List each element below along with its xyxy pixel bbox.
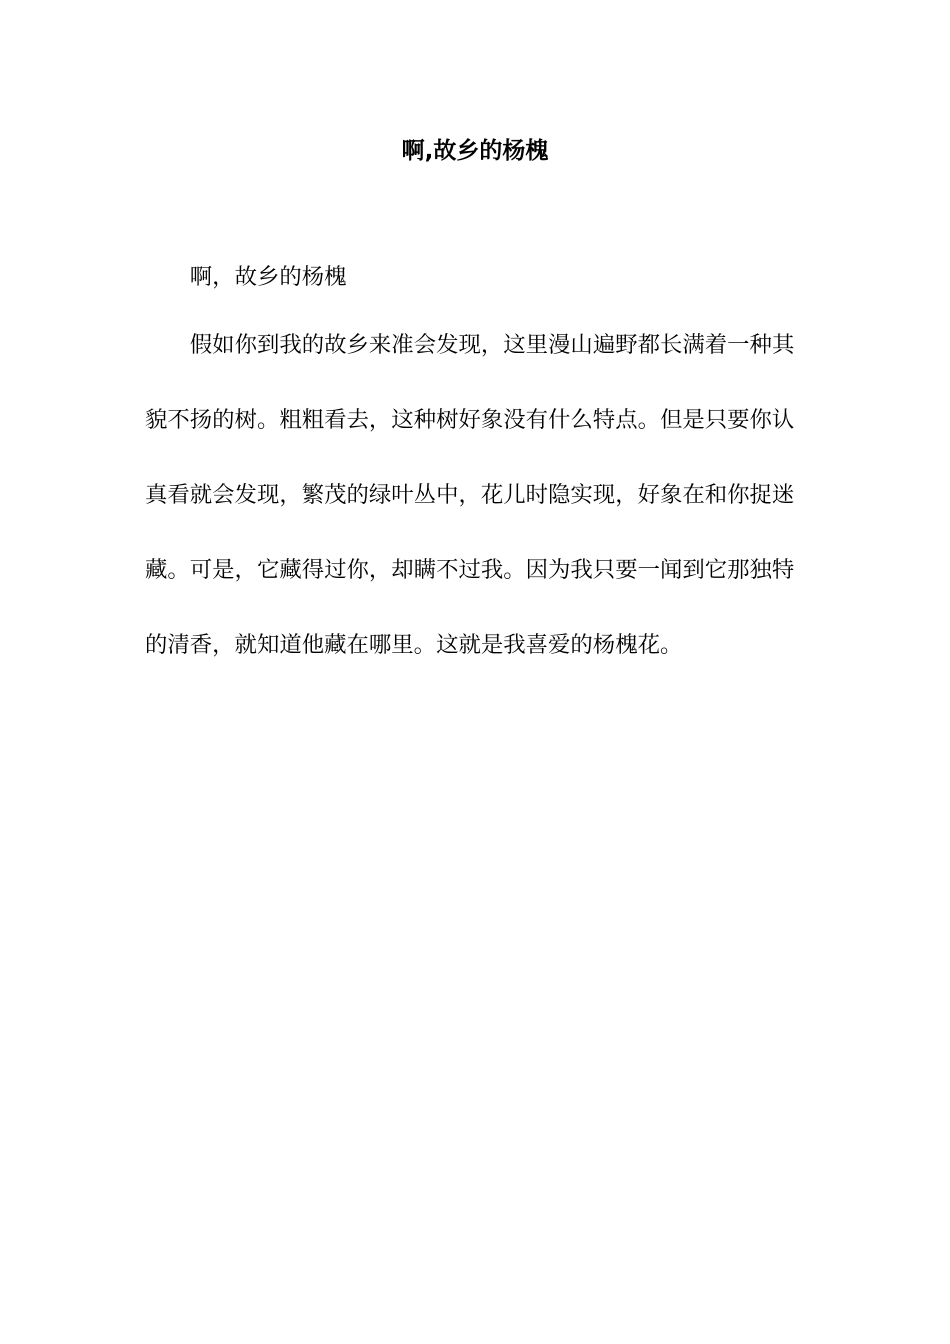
paragraph-main: 假如你到我的故乡来准会发现，这里漫山遍野都长满着一种其貌不扬的树。粗粗看去，这种树好象没有什么特点。但是只要你认真看就会发现，繁茂的绿叶丛中，花儿时隐实现，好象在和你捉迷藏。可是，它藏得过你，却瞒不过我。因为我只要一闻到它那独特的清香，就知道他藏在哪里。这就是我喜爱的杨槐花。	[145, 332, 795, 658]
paragraph-subtitle: 啊，故乡的杨槐	[189, 264, 347, 290]
document-title: 啊,故乡的杨槐	[401, 138, 549, 164]
document-body	[145, 258, 807, 718]
